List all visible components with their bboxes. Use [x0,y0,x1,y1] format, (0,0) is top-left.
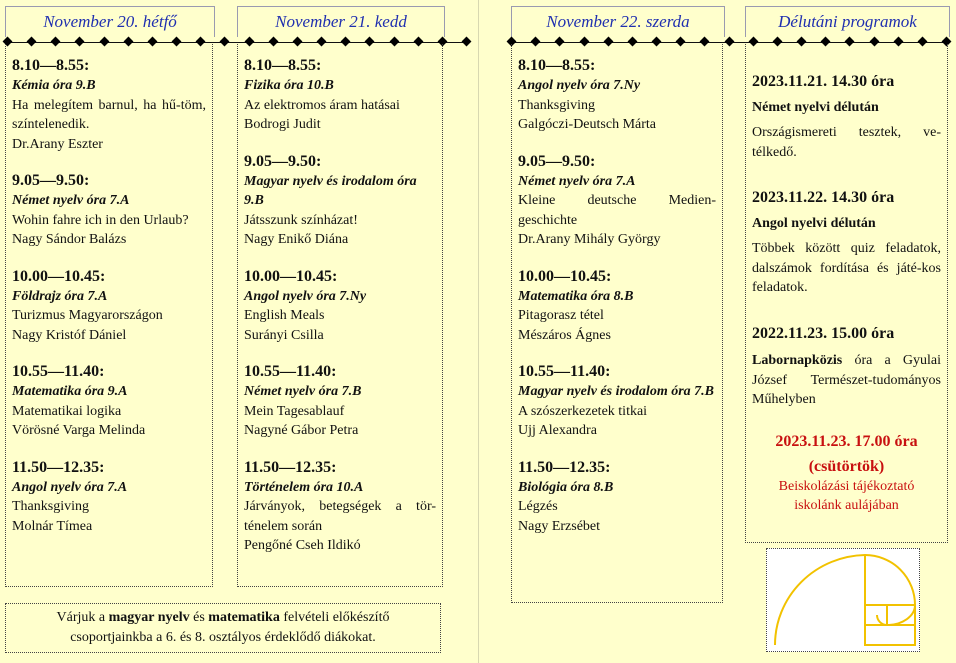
program-date: 2023.11.21. 14.30 óra [752,73,895,90]
afternoon-column [745,44,948,543]
session-topic: Mein Tagesablauf [244,403,345,419]
session-subject: Földrajz óra 7.A [12,288,108,304]
note-text: és [189,610,209,625]
session-topic: Wohin fahre ich in den Urlaub? [12,212,189,228]
session-subject: Német nyelv óra 7.B [244,384,362,399]
session-time: 8.10—8.55: [244,57,322,74]
session-subject: Angol nyelv óra 7.Ny [244,288,367,304]
program-title: Német nyelvi délután [752,99,879,115]
program-desc: Többek között quiz feladatok, dalszámok fordítása és játé-kos feladatok. [752,241,941,295]
session-time: 9.05—9.50: [244,152,322,170]
session-subject: Német nyelv óra 7.A [518,173,636,189]
program-3 [752,324,941,410]
header-day-1 [5,6,215,37]
session [12,362,206,441]
session-teacher: Ujj Alexandra [518,423,597,438]
program-desc-text: óra a Gyulai József Természet-tudományos Műhelyben [752,353,941,407]
session [244,152,436,250]
session-topic: Ha melegítem barnul, ha hű-töm, színtelenedik. [12,97,206,132]
session-subject: Fizika óra 10.B [244,78,334,93]
highlight-event [752,432,941,516]
session [518,56,716,135]
note-text: Várjuk a [56,610,109,625]
session-topic: English Meals [244,308,325,323]
day-column-3 [511,44,723,603]
school-logo [766,548,920,652]
session-time: 10.55—11.40: [518,363,611,380]
header-day-2-text: November 21. kedd [275,12,407,31]
note-bold-math: matematika [208,610,280,625]
session-time: 9.05—9.50: [12,172,90,189]
session-subject: Angol nyelv óra 7.Ny [518,78,641,93]
note-line-2: csoportjainkba a 6. és 8. osztályos érdeklődő diákokat. [70,630,376,645]
session-time: 9.05—9.50: [518,152,596,170]
header-day-2 [237,6,445,37]
highlight-line-1: Beiskolázási tájékoztató [778,478,915,494]
session [12,267,206,346]
session [518,267,716,346]
session-time: 10.00—10.45: [12,267,106,285]
header-day-1-text: November 20. hétfő [43,12,177,31]
session-topic: Az elektromos áram hatásai [244,97,400,113]
page-fold [478,0,479,663]
note-text: felvételi előkészítő [279,610,390,625]
program-title: Angol nyelvi délután [752,215,876,231]
session-time: 11.50—12.35: [518,458,611,476]
session-topic: Légzés [518,499,558,514]
program-desc: Országismereti tesztek, ve-télkedő. [752,125,941,160]
session-time: 8.10—8.55: [12,57,90,74]
session-time: 10.00—10.45: [244,267,338,285]
program-desc [752,351,941,410]
highlight-date: 2023.11.23. 17.00 óra [775,432,918,450]
note-line-1 [6,608,440,628]
session-time: 10.00—10.45: [518,267,612,285]
session-topic: Thanksgiving [12,499,89,514]
session-teacher: Bodrogi Judit [244,117,321,132]
session-teacher: Molnár Tímea [12,518,93,534]
note-bold-hungarian: magyar nyelv [108,610,190,625]
golden-spiral-icon [767,549,919,651]
session-teacher: Dr.Arany Mihály György [518,232,661,247]
session-topic: Kleine deutsche Medien-geschichte [518,193,716,228]
diamond-marker [462,37,472,47]
diamond-marker [724,37,734,47]
session-teacher: Surányi Csilla [244,327,324,343]
session [244,267,436,346]
session-time: 10.55—11.40: [244,363,337,380]
session-subject: Német nyelv óra 7.A [12,193,130,208]
session-subject: Matematika óra 8.B [518,288,634,304]
session-subject: Matematika óra 9.A [12,384,128,399]
header-day-3-text: November 22. szerda [546,12,690,31]
session-subject: Történelem óra 10.A [244,479,364,495]
session [12,171,206,250]
header-day-3 [511,6,725,37]
highlight-line-2: iskolánk aulájában [794,498,899,513]
diamond-marker [220,37,230,47]
session-topic: Járványok, betegségek a tör-ténelem során [244,499,436,534]
enrollment-note [5,603,441,653]
session-subject: Magyar nyelv és irodalom óra 7.B [518,384,714,399]
session-topic: Játsszunk színházat! [244,212,358,228]
session-teacher: Galgóczi-Deutsch Márta [518,117,656,132]
session-time: 8.10—8.55: [518,57,596,74]
session-teacher: Dr.Arany Eszter [12,136,103,152]
session [244,362,436,441]
session-time: 11.50—12.35: [12,458,105,476]
session-teacher: Nagy Kristóf Dániel [12,327,127,343]
session [12,56,206,154]
session [244,458,436,556]
highlight-day: (csütörtök) [808,458,885,475]
session-teacher: Nagy Erzsébet [518,518,601,534]
session [518,458,716,537]
session-topic: Thanksgiving [518,97,595,113]
day-column-1 [5,44,213,587]
session-teacher: Pengőné Cseh Ildikó [244,538,361,553]
session-topic: Turizmus Magyarországon [12,308,163,323]
session-subject: Angol nyelv óra 7.A [12,479,128,495]
session-teacher: Mészáros Ágnes [518,327,611,343]
program-1 [752,72,941,162]
program-date: 2022.11.23. 15.00 óra [752,324,895,342]
header-afternoon-text: Délutáni programok [778,12,917,31]
day-column-2 [237,44,443,587]
session-subject: Kémia óra 9.B [12,78,96,93]
program-date: 2023.11.22. 14.30 óra [752,189,895,206]
session-teacher: Nagy Sándor Balázs [12,232,127,247]
session [244,56,436,135]
session-topic: Pitagorasz tétel [518,308,604,323]
session-topic: A szószerkezetek titkai [518,403,648,419]
session-subject: Magyar nyelv és irodalom óra 9.B [244,173,417,208]
session-topic: Matematikai logika [12,403,122,419]
session-time: 11.50—12.35: [244,458,337,476]
session [12,458,206,537]
session-teacher: Nagyné Gábor Petra [244,423,359,438]
session-time: 10.55—11.40: [12,363,105,380]
header-afternoon [745,6,950,37]
program-title: Labornapközis [752,353,843,368]
session [518,362,716,441]
session-teacher: Vörösné Varga Melinda [12,423,146,438]
session-teacher: Nagy Enikő Diána [244,232,349,247]
program-2 [752,188,941,298]
session-subject: Biológia óra 8.B [518,479,614,495]
session [518,152,716,250]
